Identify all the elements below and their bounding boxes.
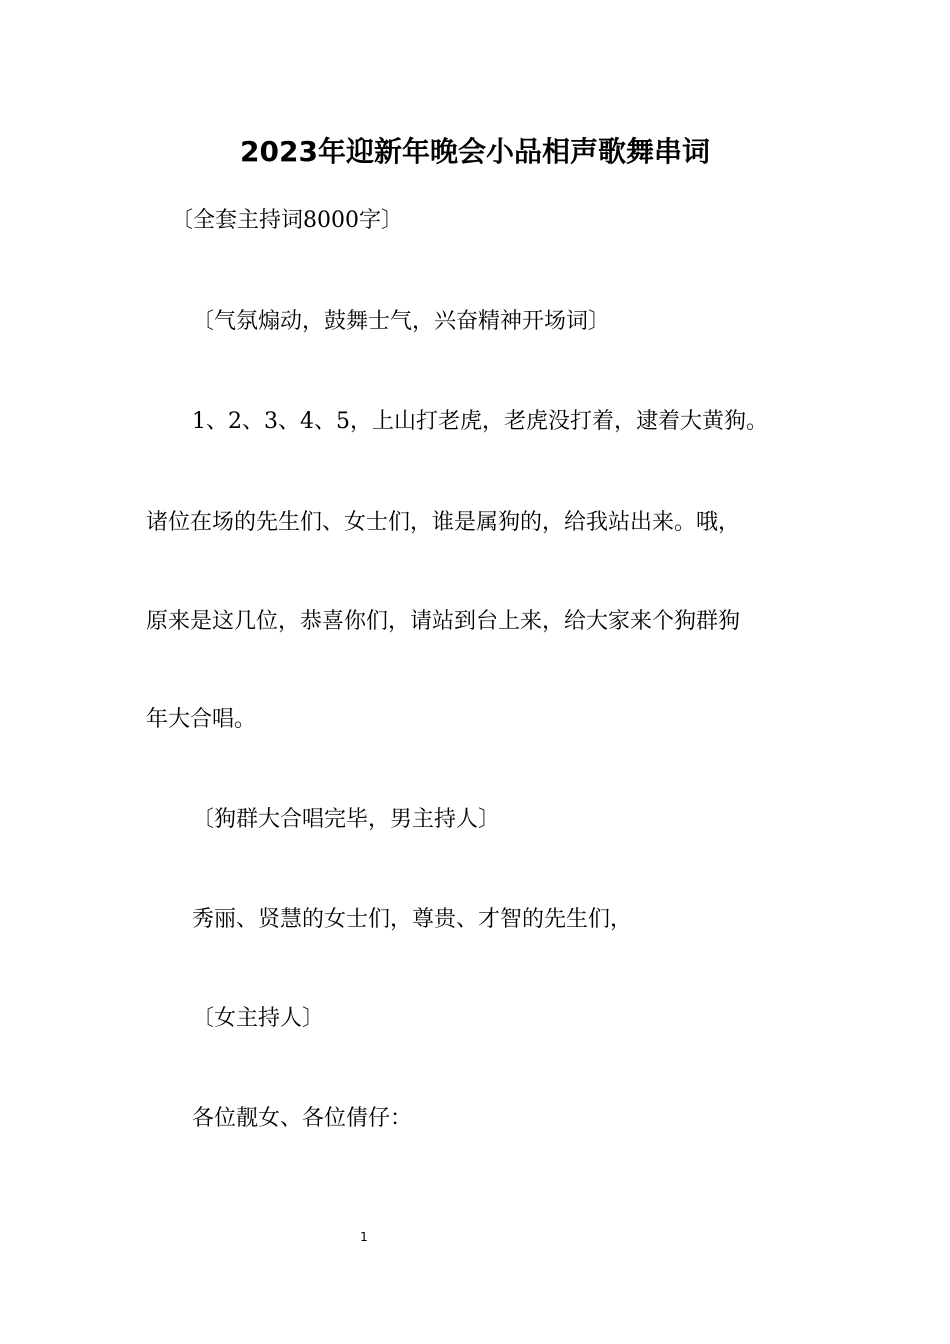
document-subtitle: 〔全套主持词8000字〕 [171,208,403,233]
paragraph-opening-note: 〔气氛煽动，鼓舞士气，兴奋精神开场词〕 [192,309,611,334]
paragraph-line: 原来是这几位，恭喜你们，请站到台上来，给大家来个狗群狗 [146,609,741,634]
page-number: 1 [360,1230,368,1244]
paragraph-line: 1、2、3、4、5，上山打老虎，老虎没打着，逮着大黄狗。 [192,409,768,434]
paragraph-line: 诸位在场的先生们、女士们，谁是属狗的，给我站出来。哦， [146,510,741,535]
paragraph-line: 年大合唱。 [146,707,257,732]
document-title: 2023年迎新年晚会小品相声歌舞串词 [240,135,710,168]
paragraph-line: 秀丽、贤慧的女士们，尊贵、才智的先生们， [192,907,633,932]
paragraph-stage-direction: 〔女主持人〕 [192,1006,325,1031]
paragraph-stage-direction: 〔狗群大合唱完毕，男主持人〕 [192,807,501,832]
paragraph-line: 各位靓女、各位倩仔： [192,1106,413,1131]
